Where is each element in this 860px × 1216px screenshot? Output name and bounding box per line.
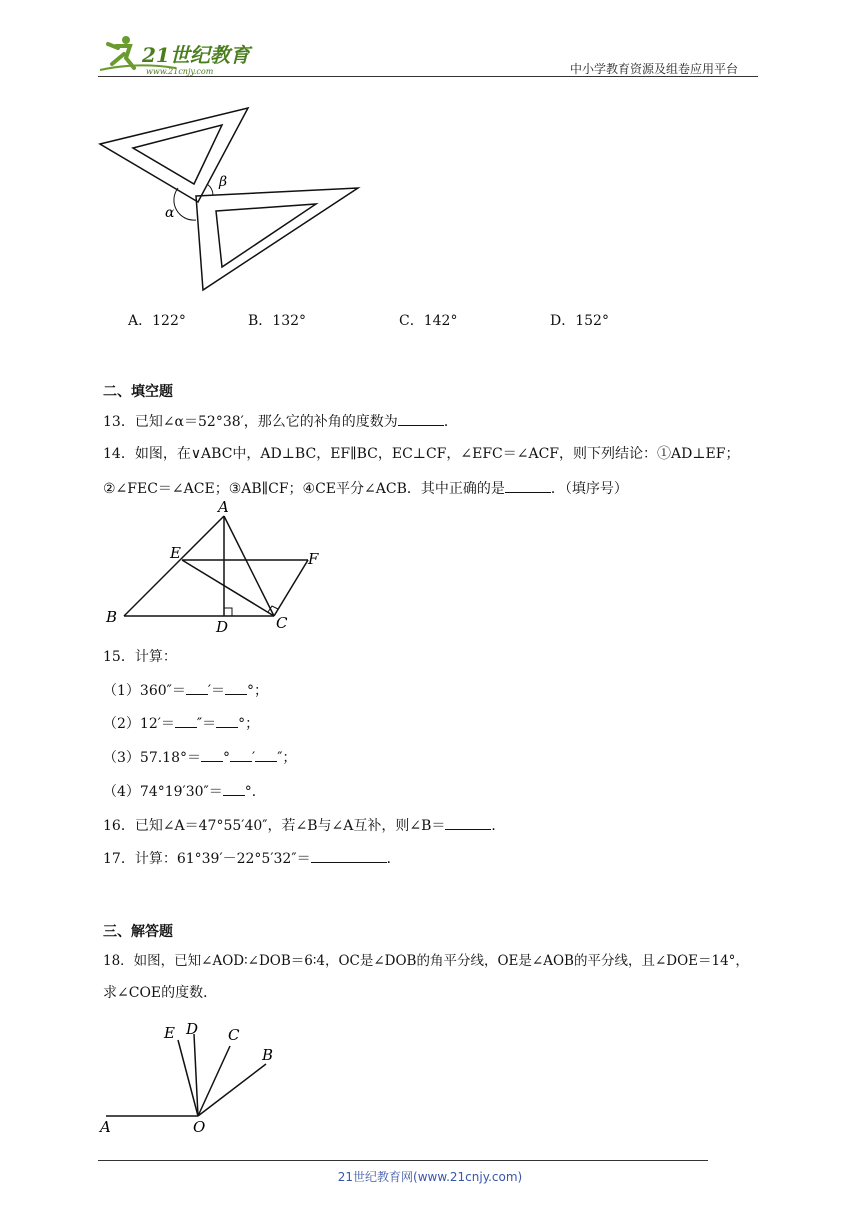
alpha-label: α [165,205,175,221]
figure-triangle-abc [100,500,330,635]
label-a: A [100,1118,111,1136]
label-d: D [186,1020,199,1038]
section-solve-title: 三、解答题 [103,924,173,940]
beta-label: β [219,174,228,190]
question-17: 17．计算：61°39′－22°5′32″＝ ． [103,848,401,869]
footer-text: 21世纪教育网(www.21cnjy.com) [337,1170,523,1184]
logo-url: www.21cnjy.com [146,67,214,76]
footer-rule [98,1160,708,1161]
question-15-part3: （3）57.18°＝ ° ′ ″； [103,747,296,768]
option-a: A．122° [128,313,186,329]
option-c: C．142° [399,313,458,329]
question-16: 16．已知∠A＝47°55′40″，若∠B与∠A互补，则∠B＝ ． [103,815,505,836]
question-14-line1: 14．如图，在∨ABC中，AD⊥BC，EF∥BC，EC⊥CF，∠EFC＝∠ACF，则下列结论：①AD⊥EF； [103,446,740,462]
option-b: B．132° [248,313,307,329]
label-d: D [216,618,229,635]
section-fill-in-title: 二、填空题 [103,384,173,400]
question-18-line1: 18．如图，已知∠AOD∶∠DOB＝6∶4，OC是∠DOB的角平分线，OE是∠AOB的平分线，且∠DOE＝14°， [103,953,749,969]
question-18-line2: 求∠COE的度数． [103,985,218,1001]
label-c: C [228,1026,240,1044]
logo-text: 21世纪教育 [142,43,250,67]
label-e: E [164,1024,175,1042]
question-15-part4: （4）74°19′30″＝ °． [103,781,266,802]
label-b: B [106,608,118,626]
option-d: D．152° [550,313,609,329]
header-rule [98,76,758,77]
logo [96,30,266,78]
label-b: B [262,1046,274,1064]
label-a: A [218,500,229,516]
figure-set-squares [95,100,365,295]
question-15-part1: （1）360″＝ ′＝ °； [103,680,268,701]
question-13: 13．已知∠α＝52°38′，那么它的补角的度数为 ． [103,411,458,432]
figure-angle-rays [98,1014,288,1139]
platform-name: 中小学教育资源及组卷应用平台 [570,62,739,76]
question-14-line2: ②∠FEC＝∠ACE；③AB∥CF；④CE平分∠ACB．其中正确的是 ．（填序号） [103,478,628,499]
label-f: F [308,550,319,568]
label-o: O [193,1118,206,1136]
question-15-title: 15．计算： [103,649,177,665]
question-15-part2: （2）12′＝ ″＝ °； [103,713,259,734]
label-e: E [170,544,181,562]
label-c: C [276,614,288,632]
